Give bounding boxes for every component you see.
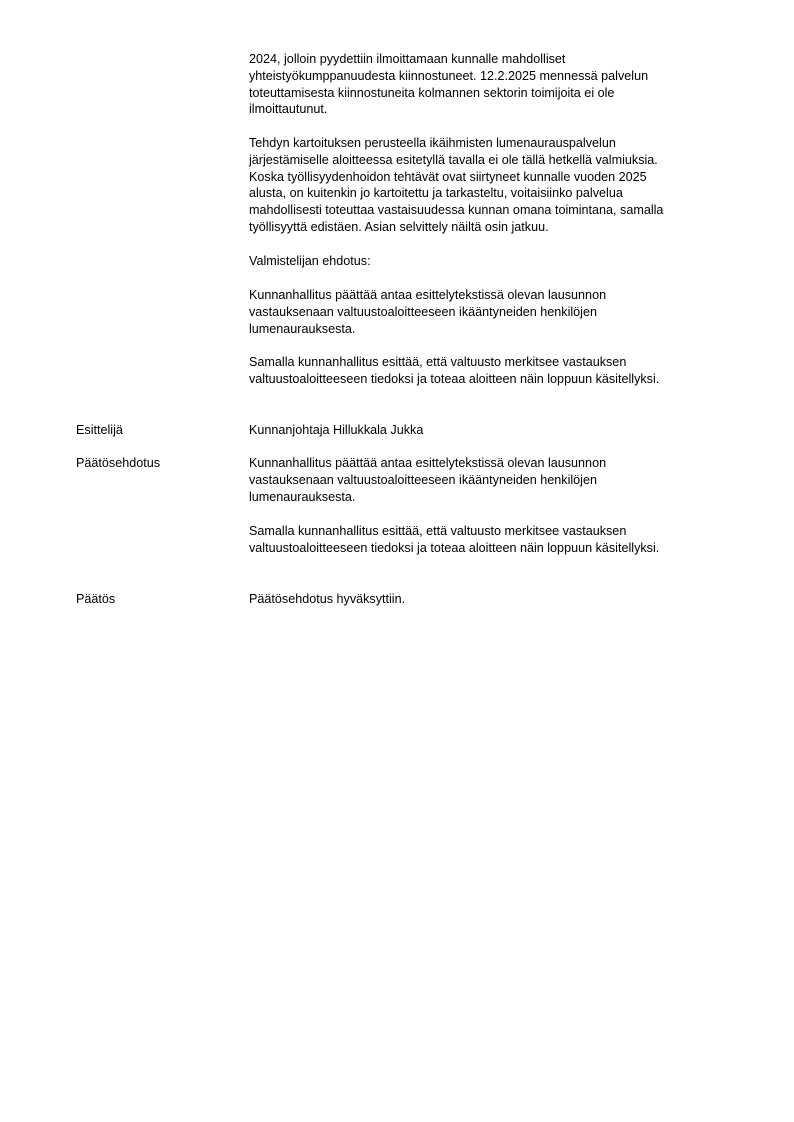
text-line: 2024, jolloin pyydettiin ilmoittamaan kunnalle mahdolliset xyxy=(249,52,566,66)
decision-proposal-paragraph xyxy=(249,523,749,557)
preparer-proposal-heading: Valmistelijan ehdotus: xyxy=(249,254,371,268)
presenter-value: Kunnanjohtaja Hillukkala Jukka xyxy=(249,423,424,437)
text-line: järjestämiselle aloitteessa esitetyllä tavalla ei ole tällä hetkellä valmiuksia. xyxy=(249,152,658,167)
text-line: ilmoittautunut. xyxy=(249,102,328,117)
preparer-proposal-paragraph xyxy=(249,287,749,337)
decision-value: Päätösehdotus hyväksyttiin. xyxy=(249,592,406,606)
text-line: Samalla kunnanhallitus esittää, että valtuusto merkitsee vastauksen xyxy=(249,524,627,538)
text-line: Samalla kunnanhallitus esittää, että valtuusto merkitsee vastauksen xyxy=(249,355,627,369)
intro-paragraph xyxy=(249,51,749,118)
text-line: valtuustoaloitteeseen tiedoksi ja toteaa aloitteen näin loppuun käsitellyksi. xyxy=(249,540,660,555)
text-line: Tehdyn kartoituksen perusteella ikäihmisten lumenaurauspalvelun xyxy=(249,136,616,150)
text-line: alusta, on kuitenkin jo kartoitettu ja tarkasteltu, voitaisiinko palvelua xyxy=(249,186,623,201)
text-line: Koska työllisyydenhoidon tehtävät ovat siirtyneet kunnalle vuoden 2025 xyxy=(249,169,647,184)
text-line: Kunnanhallitus päättää antaa esittelytekstissä olevan lausunnon xyxy=(249,456,607,470)
text-line: valtuustoaloitteeseen tiedoksi ja toteaa aloitteen näin loppuun käsitellyksi. xyxy=(249,371,660,386)
decision-proposal-paragraph xyxy=(249,455,749,505)
analysis-paragraph xyxy=(249,135,749,236)
text-line: yhteistyökumppanuudesta kiinnostuneet. 12.2.2025 mennessä palvelun xyxy=(249,68,649,83)
text-line: mahdollisesti toteuttaa vastaisuudessa kunnan omana toimintana, samalla xyxy=(249,203,664,218)
text-line: toteuttamisesta kiinnostuneita kolmannen sektorin toimijoita ei ole xyxy=(249,85,615,100)
presenter-label: Esittelijä xyxy=(76,423,123,437)
text-line: lumenaurauksesta. xyxy=(249,489,356,504)
text-line: työllisyyttä edistäen. Asian selvittely näiltä osin jatkuu. xyxy=(249,219,549,234)
text-line: lumenaurauksesta. xyxy=(249,321,356,336)
text-line: Kunnanhallitus päättää antaa esittelytekstissä olevan lausunnon xyxy=(249,288,607,302)
decision-label: Päätös xyxy=(76,592,116,606)
preparer-proposal-paragraph xyxy=(249,354,749,388)
text-line: vastauksenaan valtuustoaloitteeseen ikääntyneiden henkilöjen xyxy=(249,304,597,319)
text-line: vastauksenaan valtuustoaloitteeseen ikääntyneiden henkilöjen xyxy=(249,472,597,487)
decision-proposal-label: Päätösehdotus xyxy=(76,456,161,470)
